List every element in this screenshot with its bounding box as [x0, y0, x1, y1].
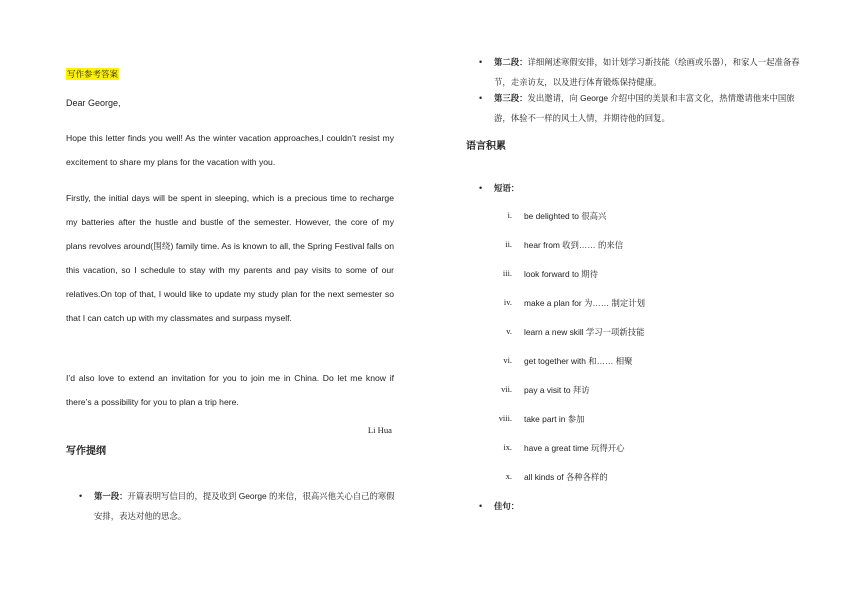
- list-item-number: viii.: [498, 414, 512, 423]
- outline-item-3: [466, 88, 800, 128]
- outline-item-label: 第三段：: [494, 93, 528, 103]
- letter-paragraph-1: Hope this letter finds you well! As the winter vacation approaches,I couldn’t resist my excitement to share my plans for the vacation with you.: [66, 133, 394, 167]
- list-item-number: iv.: [503, 298, 512, 307]
- list-item-number: vi.: [503, 356, 512, 365]
- list-item: [466, 264, 800, 293]
- list-item: [466, 409, 800, 438]
- list-item-text: all kinds of 各种各样的: [524, 472, 608, 482]
- outline-item-2: [466, 52, 800, 92]
- list-item: [466, 322, 800, 351]
- sentences-label: 佳句：: [494, 501, 520, 511]
- outline-item-label: 第一段：: [94, 491, 128, 501]
- letter-greeting: Dear George,: [66, 98, 121, 108]
- list-item-text: make a plan for 为…… 制定计划: [524, 298, 646, 308]
- list-item-number: x.: [505, 472, 512, 481]
- outline-item-label: 第二段：: [494, 57, 528, 67]
- bullet-dot-icon: •: [479, 57, 483, 67]
- outline-item-1: [66, 486, 396, 526]
- list-item-text: learn a new skill 学习一项新技能: [524, 327, 645, 337]
- sentences-bullet: [466, 496, 800, 516]
- list-item-number: ix.: [503, 443, 512, 452]
- letter-paragraph-2: Firstly, the initial days will be spent in sleeping, which is a precious time to recharge my batteries after the hustle and bustle of the semester. However, the core of my plans revolves around(围绕) family time. As is known to all, the Spring Festival falls on this vacation, so I schedule to stay with my parents and pay visits to some of our relatives.On top of that, I would like to update my study plan for the next semester so that I can catch up with my classmates and surpass myself.: [66, 193, 394, 323]
- bullet-dot-icon: •: [79, 491, 83, 501]
- bullet-dot-icon: •: [479, 93, 483, 103]
- list-item-text: hear from 收到…… 的来信: [524, 240, 624, 250]
- phrase-list: [466, 206, 800, 496]
- bullet-dot-icon: •: [479, 183, 483, 193]
- letter-paragraph-3: I’d also love to extend an invitation for you to join me in China. Do let me know if there’s a possibility for you to plan a trip here.: [66, 373, 394, 407]
- outline-item-text: 详细阐述寒假安排，如计划学习新技能（绘画或乐器），和家人一起准备春节，走亲访友，以及进行体育锻炼保持健康。: [494, 57, 800, 87]
- list-item: [466, 206, 800, 235]
- outline-item-text: 开篇表明写信目的，提及收到 George 的来信，很高兴他关心自己的寒假安排，表达对他的思念。: [94, 491, 395, 521]
- list-item-text: look forward to 期待: [524, 269, 599, 279]
- letter-signature: Li Hua: [367, 425, 392, 435]
- list-item-number: ii.: [505, 240, 512, 249]
- list-item: [466, 235, 800, 264]
- list-item-number: v.: [506, 327, 512, 336]
- phrases-bullet: [466, 178, 800, 198]
- list-item: [466, 467, 800, 496]
- list-item-text: pay a visit to 拜访: [524, 385, 590, 395]
- bullet-dot-icon: •: [479, 501, 483, 511]
- list-item-text: have a great time 玩得开心: [524, 443, 625, 453]
- vocab-heading: 语言积累: [466, 141, 506, 152]
- phrases-label: 短语：: [494, 183, 520, 193]
- list-item-number: iii.: [502, 269, 512, 278]
- list-item: [466, 438, 800, 467]
- list-item-text: get together with 和…… 相聚: [524, 356, 633, 366]
- outline-heading: 写作提纲: [66, 446, 106, 457]
- answer-label: 写作参考答案: [67, 69, 119, 79]
- list-item: [466, 380, 800, 409]
- list-item-text: be delighted to 很高兴: [524, 211, 607, 221]
- outline-item-text: 发出邀请，向 George 介绍中国的美景和丰富文化，热情邀请他来中国旅游，体验不一样的风土人情，并期待他的回复。: [494, 93, 795, 123]
- list-item: [466, 293, 800, 322]
- list-item-text: take part in 参加: [524, 414, 585, 424]
- list-item-number: vii.: [501, 385, 512, 394]
- list-item: [466, 351, 800, 380]
- list-item-number: i.: [507, 211, 512, 220]
